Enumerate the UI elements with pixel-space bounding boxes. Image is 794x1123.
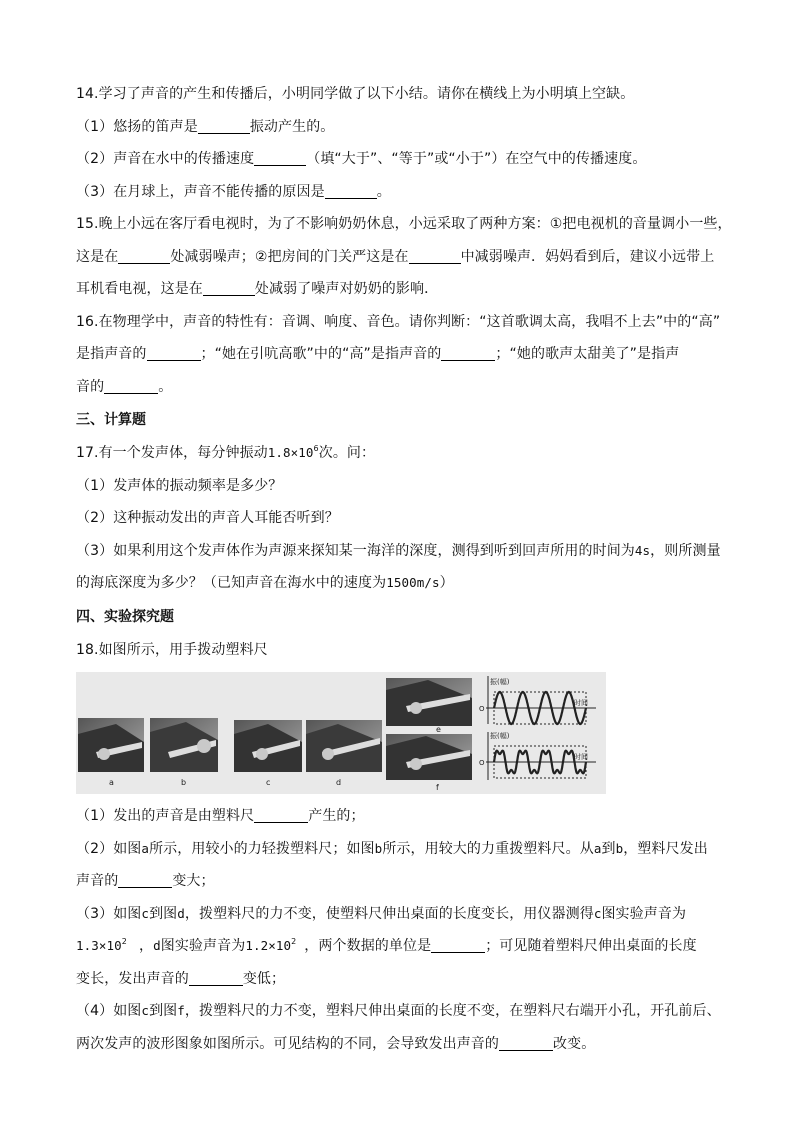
origin-label-e: O [479,705,485,713]
q17-part3: （3）如果利用这个发声体作为声源来探知某一海洋的深度，测得到听到回声所用的时间为4s，则所测量 [76,542,721,559]
answer-blank[interactable] [189,971,243,986]
answer-blank[interactable] [431,938,485,953]
q16-line1: 16.在物理学中，声音的特性有：音调、响度、音色。请你判断：“这首歌调太高，我唱不上去”中的“高” [76,313,721,330]
answer-blank[interactable] [118,873,172,888]
q16-line3: 音的 。 [76,378,173,395]
q15-line1: 15.晚上小远在客厅看电视时，为了不影响奶奶休息，小远采取了两种方案：①把电视机的音量调小一些， [76,216,732,232]
axis-label-y-f: 振(幅) [490,732,510,740]
label-e: e [436,725,441,734]
q18-part3-cont: $1.3\times 10^2$ ，d图实验声音为$1.2\times 10^2$ ，两个数据的单位是 ；可见随着塑料尺伸出桌面的长度 [76,937,697,954]
label-c: c [266,778,271,787]
q15-line2: 这是在 处减弱噪声；②把房间的门关严这是在 中减弱噪声．妈妈看到后，建议小远带上 [76,248,715,265]
q14-stem: 14.学习了声音的产生和传播后，小明同学做了以下小结。请你在横线上为小明填上空缺。 [76,86,635,102]
figure-svg [76,672,606,794]
q18-part4-cont: 两次发声的波形图象如图所示。可见结构的不同，会导致发出声音的 改变。 [76,1035,596,1052]
q18-part4: （4）如图c到图f，拨塑料尺的力不变，塑料尺伸出桌面的长度不变，在塑料尺右端开小孔，开孔前后、 [76,1003,721,1019]
photo-b [150,718,218,772]
label-f: f [436,783,439,792]
label-a: a [109,778,114,787]
photo-a [78,718,144,772]
worksheet-page [76,78,732,1060]
q18-stem: 18.如图所示，用手拨动塑料尺 [76,641,268,658]
axis-label-x-f: 时间 [574,753,588,761]
q18-part1: （1）发出的声音是由塑料尺 产生的； [76,808,365,824]
photo-f [386,734,472,780]
q17-part1: （1）发声体的振动频率是多少？ [76,477,283,494]
photo-d [306,720,382,772]
q18-part3-cont2: 变长，发出声音的 变低； [76,970,286,987]
q16-line2: 是指声音的 ；“她在引吭高歌”中的“高”是指声音的 ；“她的歌声太甜美了”是指声 [76,346,680,362]
q17-part3-cont: 的海底深度为多少？（已知声音在海水中的速度为1500m/s） [76,575,454,591]
answer-blank[interactable] [104,379,158,394]
section-heading-calculation: 三、计算题 [76,412,146,428]
ruler-experiment-figure [76,672,606,794]
answer-blank[interactable] [147,346,201,361]
q14-part2: （2）声音在水中的传播速度 （填“大于”、“等于”或“小于”）在空气中的传播速度。 [76,151,647,167]
answer-blank[interactable] [203,281,255,296]
section-heading-experiment: 四、实验探究题 [76,608,174,625]
answer-blank[interactable] [198,119,250,134]
answer-blank[interactable] [441,346,495,361]
answer-blank[interactable] [409,249,461,264]
label-d: d [336,778,342,787]
axis-label-x-e: 时间 [574,699,588,707]
answer-blank[interactable] [325,184,377,199]
photo-c [234,720,302,772]
q14-part3: （3）在月球上，声音不能传播的原因是 。 [76,183,391,200]
axis-label-y-e: 振(幅) [490,678,510,686]
q18-part2: （2）如图a所示，用较小的力轻拨塑料尺；如图b所示，用较大的力重拨塑料尺。从a到b，塑料尺发出 [76,840,708,857]
origin-label-f: O [479,759,485,767]
answer-blank[interactable] [499,1036,553,1051]
label-b: b [181,778,187,787]
q15-line3: 耳机看电视，这是在 处减弱了噪声对奶奶的影响． [76,281,439,297]
q17-stem: 17.有一个发声体，每分钟振动$1.8\times 10^6$次。问： [76,444,376,461]
q18-part3: （3）如图c到图d，拨塑料尺的力不变，使塑料尺伸出桌面的长度变长，用仪器测得c图实验声音为 [76,905,687,922]
answer-blank[interactable] [254,151,306,166]
answer-blank[interactable] [254,808,308,823]
q17-part2: （2）这种振动发出的声音人耳能否听到？ [76,510,339,526]
photo-e [386,678,472,726]
answer-blank[interactable] [118,249,170,264]
q14-part1: （1）悠扬的笛声是 振动产生的。 [76,118,335,135]
q18-part2-cont: 声音的 变大； [76,873,215,889]
